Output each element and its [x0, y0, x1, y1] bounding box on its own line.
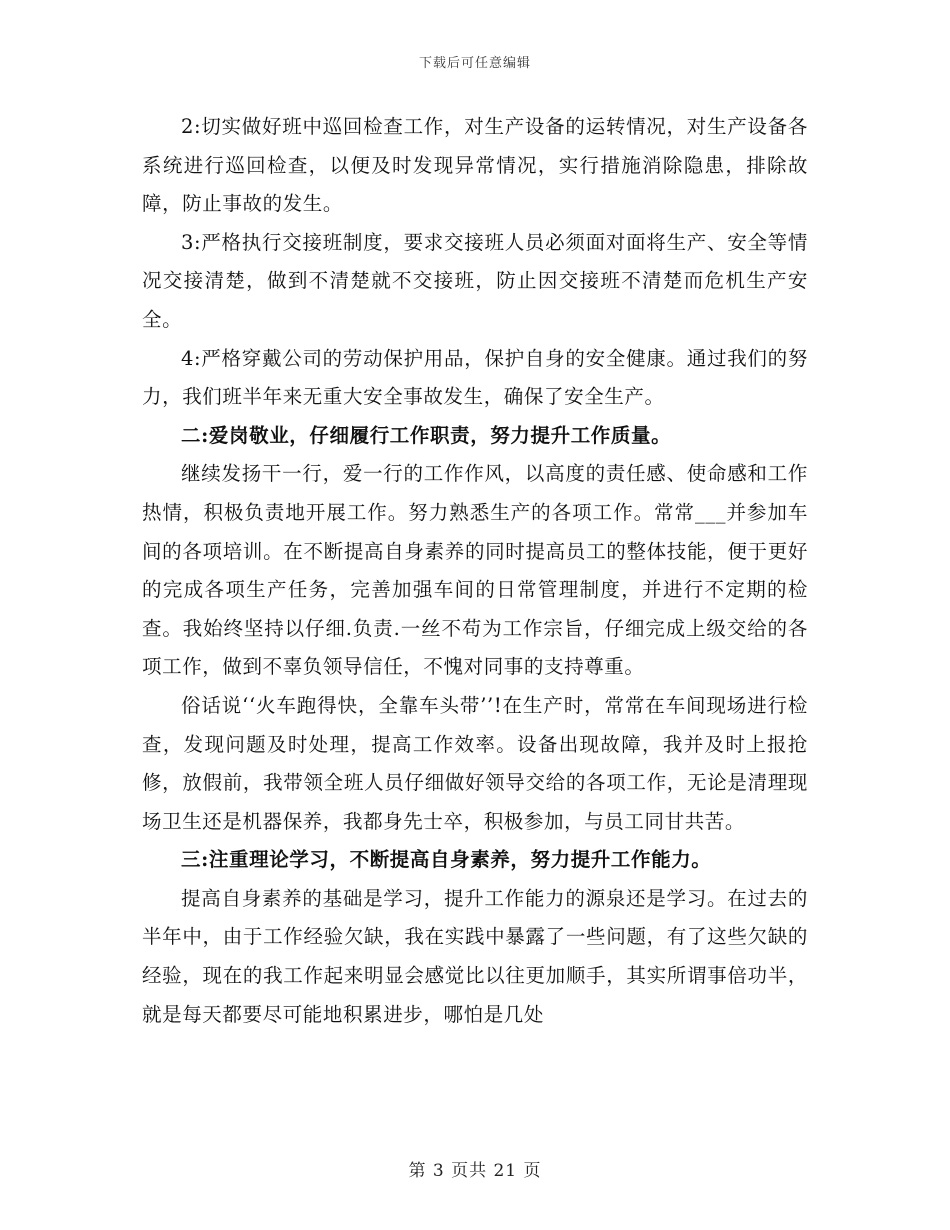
section-heading-2: 二:爱岗敬业，仔细履行工作职责，努力提升工作质量。: [181, 423, 672, 447]
header-note: 下载后可任意编辑: [418, 56, 531, 71]
page-number: 第 3 页共 21 页: [408, 1161, 542, 1181]
section-heading-3: 三:注重理论学习，不断提高自身素养，努力提升工作能力。: [181, 848, 712, 872]
paragraph-item-4: 4:严格穿戴公司的劳动保护用品，保护自身的安全健康。通过我们的努力，我们班半年来无重大安全事故发生，确保了安全生产。: [142, 346, 808, 409]
paragraph-item-2: 2:切实做好班中巡回检查工作，对生产设备的运转情况，对生产设备各系统进行巡回检查，以便及时发现异常情况，实行措施消除隐患，排除故障，防止事故的发生。: [142, 115, 808, 216]
document-body: [142, 108, 808, 1034]
paragraph-proverb: 俗话说‘‘火车跑得快，全靠车头带’’!在生产时，常常在车间现场进行检查，发现问题及时处理，提高工作效率。设备出现故障，我并及时上报抢修，放假前，我带领全班人员仔细做好领导交给的各项工作，无论是清理现场卫生还是机器保养，我都身先士卒，积极参加，与员工同甘共苦。: [142, 693, 808, 833]
paragraph-learning: 提高自身素养的基础是学习，提升工作能力的源泉还是学习。在过去的半年中，由于工作经验欠缺，我在实践中暴露了一些问题，有了这些欠缺的经验，现在的我工作起来明显会感觉比以往更加顺手，其实所谓事倍功半，就是每天都要尽可能地积累进步，哪怕是几处: [142, 886, 808, 1026]
paragraph-item-3: 3:严格执行交接班制度，要求交接班人员必须面对面将生产、安全等情况交接清楚，做到不清楚就不交接班，防止因交接班不清楚而危机生产安全。: [142, 230, 808, 331]
paragraph-work-duties: 继续发扬干一行，爱一行的工作作风，以高度的责任感、使命感和工作热情，积极负责地开展工作。努力熟悉生产的各项工作。常常___并参加车间的各项培训。在不断提高自身素养的同时提高员工的整体技能，便于更好的完成各项生产任务，完善加强车间的日常管理制度，并进行不定期的检查。我始终坚持以仔细.负责.一丝不苟为工作宗旨，仔细完成上级交给的各项工作，做到不辜负领导信任，不愧对同事的支持尊重。: [142, 462, 808, 679]
